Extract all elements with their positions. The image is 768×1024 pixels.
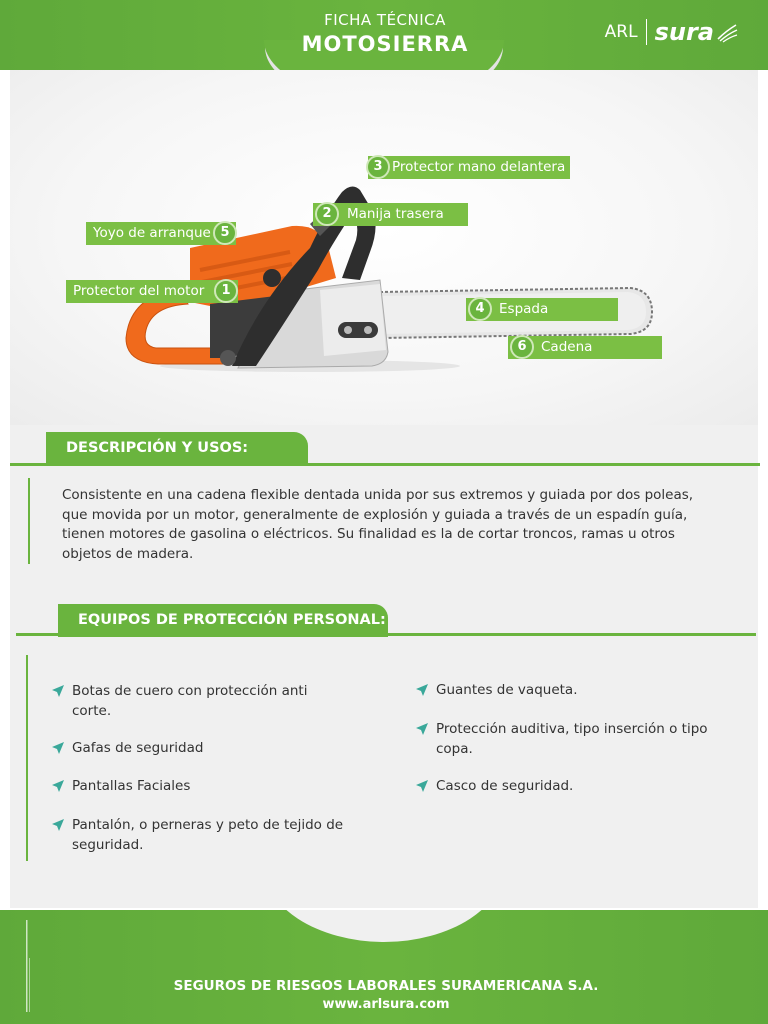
document-title: MOTOSIERRA bbox=[301, 32, 469, 56]
ppe-item-text: Gafas de seguridad bbox=[72, 740, 204, 756]
ppe-item bbox=[416, 777, 716, 797]
ppe-rule bbox=[16, 633, 756, 636]
ppe-item-text: Pantallas Faciales bbox=[72, 778, 191, 794]
description-side-bar bbox=[28, 478, 30, 564]
part-label-4 bbox=[466, 298, 618, 321]
part-text-1: Protector del motor bbox=[73, 283, 205, 299]
document-subtitle: FICHA TÉCNICA bbox=[324, 11, 446, 29]
ppe-item bbox=[52, 739, 342, 759]
part-label-1 bbox=[66, 280, 238, 303]
ppe-item-text: Guantes de vaqueta. bbox=[436, 682, 578, 698]
ppe-side-bar bbox=[26, 655, 28, 861]
ppe-item-text: Protección auditiva, tipo inserción o tipo copa. bbox=[436, 721, 708, 757]
description-rule bbox=[10, 463, 760, 466]
part-number-6: 6 bbox=[510, 335, 534, 359]
ppe-item bbox=[52, 777, 342, 797]
part-number-5: 5 bbox=[213, 221, 237, 245]
ppe-item-text: Botas de cuero con protección anti corte. bbox=[72, 683, 308, 719]
description-text: Consistente en una cadena flexible dentada unida por sus extremos y guiada por dos poleas, que movida por un motor, generalmente de explosión y guiada a través de un espadín guía, tienen motores de gasolina o eléctricos. Su finalidad es la de cortar troncos, ramas u otros objetos de madera. bbox=[62, 487, 694, 562]
ppe-item bbox=[52, 816, 352, 855]
pointer-arrow-icon bbox=[416, 723, 428, 735]
pointer-arrow-icon bbox=[52, 780, 64, 792]
part-label-2 bbox=[313, 203, 468, 226]
pointer-arrow-icon bbox=[52, 819, 64, 831]
part-text-4: Espada bbox=[499, 301, 549, 317]
part-number-1: 1 bbox=[214, 279, 238, 303]
part-label-3 bbox=[368, 156, 570, 179]
ppe-heading: EQUIPOS DE PROTECCIÓN PERSONAL: bbox=[58, 604, 388, 637]
brand-sura: sura bbox=[654, 18, 714, 46]
ppe-item-text: Pantalón, o perneras y peto de tejido de seguridad. bbox=[72, 817, 344, 853]
pointer-arrow-icon bbox=[52, 742, 64, 754]
part-text-2: Manija trasera bbox=[347, 206, 444, 222]
footer-website-link[interactable]: www.arlsura.com bbox=[322, 997, 450, 1012]
footer-company: SEGUROS DE RIESGOS LABORALES SURAMERICANA S.A. bbox=[173, 978, 599, 994]
pointer-arrow-icon bbox=[52, 685, 64, 697]
sura-wing-icon bbox=[716, 21, 738, 43]
ppe-item bbox=[416, 681, 716, 701]
ppe-item bbox=[416, 720, 726, 759]
part-number-4: 4 bbox=[468, 297, 492, 321]
part-number-3: 3 bbox=[366, 155, 390, 179]
part-text-5: Yoyo de arranque bbox=[93, 225, 211, 241]
arl-sura-logo bbox=[605, 18, 738, 46]
pointer-arrow-icon bbox=[416, 684, 428, 696]
footer-arc bbox=[262, 910, 506, 942]
ppe-item bbox=[52, 682, 342, 721]
part-text-3: Protector mano delantera bbox=[392, 159, 566, 175]
brand-divider bbox=[646, 19, 647, 45]
part-number-2: 2 bbox=[315, 202, 339, 226]
pointer-arrow-icon bbox=[416, 780, 428, 792]
brand-arl: ARL bbox=[604, 22, 638, 42]
part-label-5 bbox=[86, 222, 236, 245]
part-label-6 bbox=[508, 336, 662, 359]
description-heading: DESCRIPCIÓN Y USOS: bbox=[46, 432, 308, 465]
ppe-item-text: Casco de seguridad. bbox=[436, 778, 574, 794]
part-text-6: Cadena bbox=[541, 339, 593, 355]
